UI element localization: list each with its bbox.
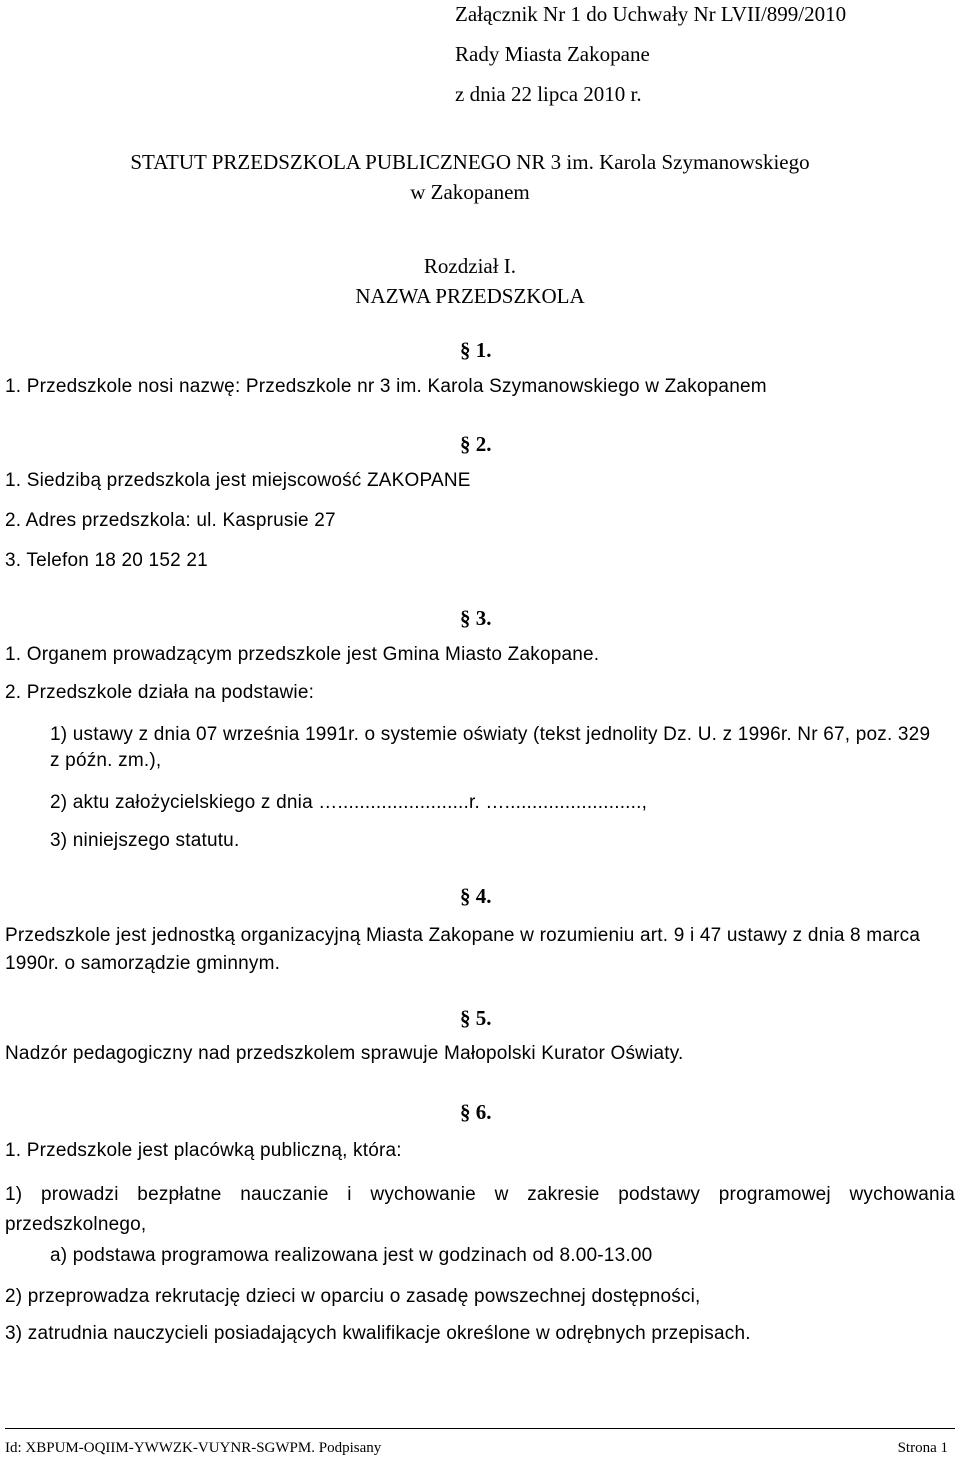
document-title-line1: STATUT PRZEDSZKOLA PUBLICZNEGO NR 3 im. Karola Szymanowskiego — [130, 150, 810, 174]
section-6-intro: 1. Przedszkole jest placówką publiczną, która: — [5, 1140, 402, 1161]
section-6-point-2: 2) przeprowadza rekrutację dzieci w oparciu o zasadę powszechnej dostępności, — [5, 1286, 701, 1307]
section-3-sub-3: 3) niniejszego statutu. — [50, 830, 240, 851]
section-6-point-1: 1) prowadzi bezpłatne nauczanie i wychowanie w zakresie podstawy programowej wychowania przedszkolnego, — [5, 1184, 955, 1235]
section-1-mark: § 1. — [460, 338, 492, 362]
section-3-item-1: 1. Organem prowadzącym przedszkole jest Gmina Miasto Zakopane. — [5, 644, 600, 665]
attachment-header-line3: z dnia 22 lipca 2010 r. — [455, 82, 642, 106]
section-3-sub-1: 1) ustawy z dnia 07 września 1991r. o systemie oświaty (tekst jednolity Dz. U. z 1996r. Nr 67, poz. 329 z późn. zm.), — [50, 724, 931, 771]
attachment-header-line2: Rady Miasta Zakopane — [455, 42, 650, 66]
footer-page-number: Strona 1 — [897, 1440, 948, 1456]
section-5-text: Nadzór pedagogiczny nad przedszkolem sprawuje Małopolski Kurator Oświaty. — [5, 1043, 684, 1064]
section-2-mark: § 2. — [460, 432, 492, 456]
section-3-sub-2: 2) aktu założycielskiego z dnia …........................r. …........................., — [50, 792, 648, 813]
section-2-item-2: 2. Adres przedszkola: ul. Kasprusie 27 — [5, 510, 336, 531]
document-title-line2: w Zakopanem — [410, 180, 530, 204]
footer-divider — [5, 1428, 955, 1429]
section-2-item-3: 3. Telefon 18 20 152 21 — [5, 550, 208, 571]
attachment-header-line1: Załącznik Nr 1 do Uchwały Nr LVII/899/2010 — [455, 2, 847, 26]
section-4-text: Przedszkole jest jednostką organizacyjną Miasta Zakopane w rozumieniu art. 9 i 47 ustawy z dnia 8 marca 1990r. o samorządzie gminnym. — [5, 925, 921, 974]
section-2-item-1: 1. Siedzibą przedszkola jest miejscowość ZAKOPANE — [5, 470, 471, 491]
section-6-point-1a: a) podstawa programowa realizowana jest w godzinach od 8.00-13.00 — [50, 1245, 653, 1266]
section-3-item-2: 2. Przedszkole działa na podstawie: — [5, 682, 315, 703]
section-5-mark: § 5. — [460, 1006, 492, 1030]
section-3-mark: § 3. — [460, 606, 492, 630]
section-6-point-3: 3) zatrudnia nauczycieli posiadających kwalifikacje określone w odrębnych przepisach. — [5, 1323, 751, 1344]
section-4-mark: § 4. — [460, 884, 492, 908]
section-1-item-1: 1. Przedszkole nosi nazwę: Przedszkole nr 3 im. Karola Szymanowskiego w Zakopanem — [5, 376, 767, 397]
chapter-name: NAZWA PRZEDSZKOLA — [355, 284, 585, 308]
chapter-label: Rozdział I. — [423, 254, 517, 278]
footer-document-id: Id: XBPUM-OQIIM-YWWZK-VUYNR-SGWPM. Podpisany — [5, 1440, 382, 1456]
section-6-mark: § 6. — [460, 1100, 492, 1124]
